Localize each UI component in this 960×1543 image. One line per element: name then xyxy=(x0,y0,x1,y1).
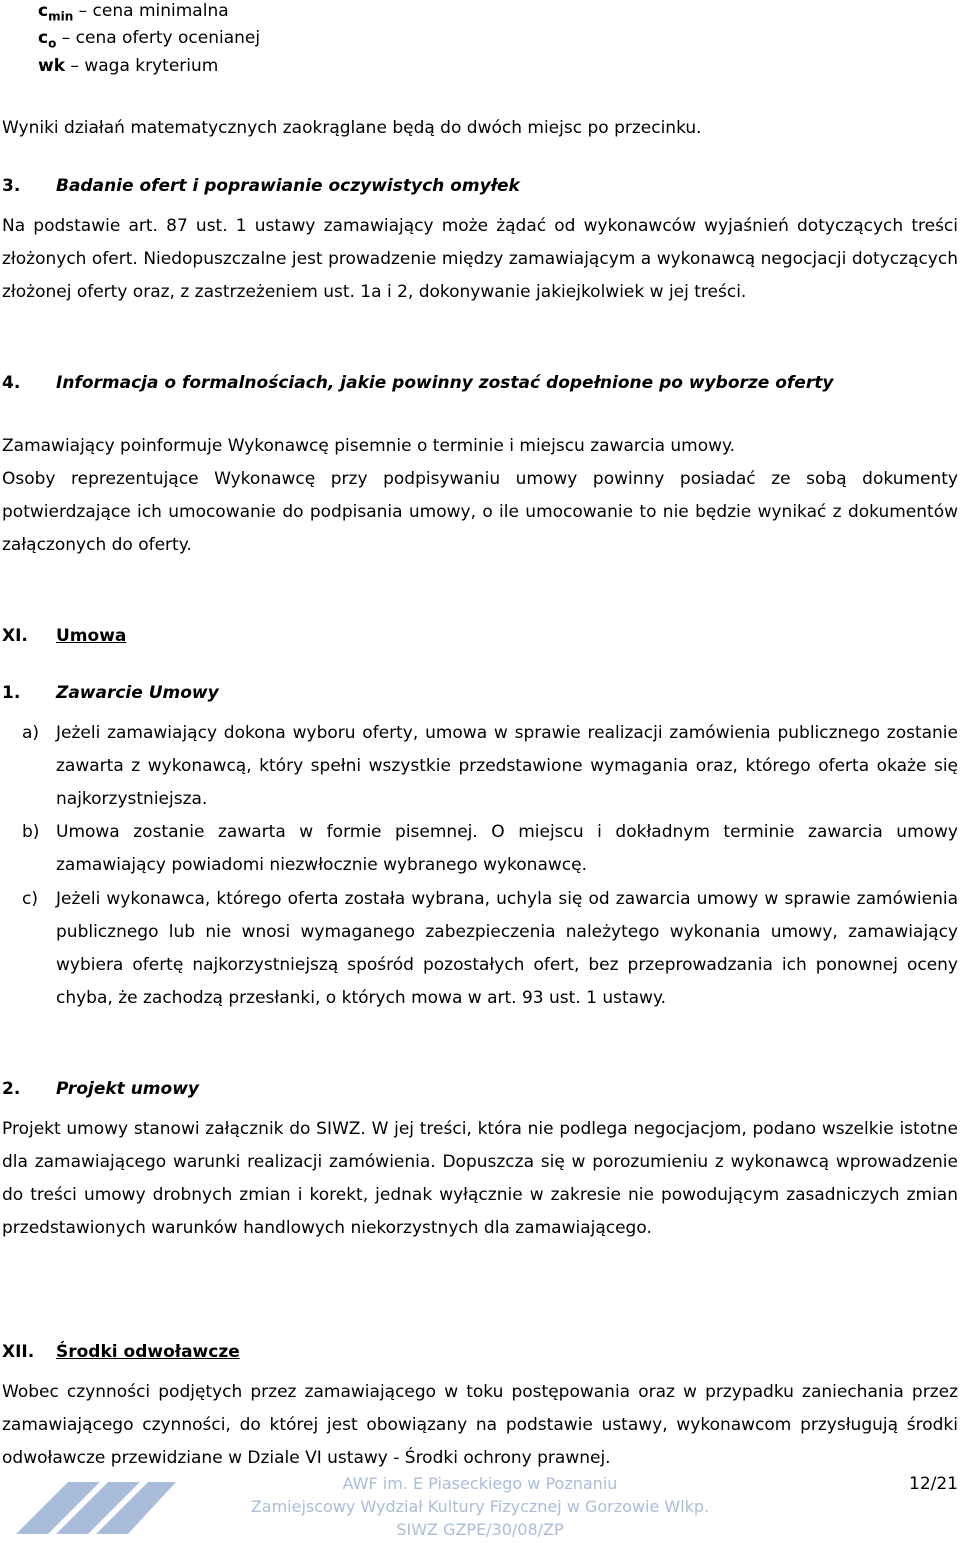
page-footer xyxy=(0,1472,960,1543)
list-marker: c) xyxy=(22,889,38,909)
section-heading-3 xyxy=(2,170,958,203)
chapter-title: Środki odwoławcze xyxy=(56,1342,240,1362)
legend-symbol: c xyxy=(38,1,49,21)
paragraph-representatives: Osoby reprezentujące Wykonawcę przy podpisywaniu umowy powinny posiadać ze sobą dokumenty potwierdzające ich umocowanie do podpisania umowy, o ile umocowanie to nie będzie wynikać z dokumentów załączonych do oferty. xyxy=(2,469,958,555)
section-number: 3. xyxy=(2,176,21,196)
chapter-title: Umowa xyxy=(56,626,127,646)
legend-description: – waga kryterium xyxy=(70,55,219,76)
chapter-number: XI. xyxy=(2,626,28,646)
subsection-title: Zawarcie Umowy xyxy=(56,683,219,703)
list-marker: a) xyxy=(22,723,40,743)
legend-item xyxy=(38,55,260,77)
subsection-number: 2. xyxy=(2,1079,21,1099)
section-title: Informacja o formalnościach, jakie powinny zostać dopełnione po wyborze oferty xyxy=(56,373,834,393)
list-item xyxy=(2,816,958,882)
legend-symbol: wk xyxy=(38,55,66,76)
awf-logo-icon xyxy=(16,1474,176,1540)
formula-legend xyxy=(38,0,260,77)
legend-description: – cena minimalna xyxy=(78,1,229,21)
footer-line: AWF im. E Piaseckiego w Poznaniu xyxy=(342,1474,618,1493)
paragraph-remedies: Wobec czynności podjętych przez zamawiającego w toku postępowania oraz w przypadku zaniechania przez zamawiającego czynności, do której jest obowiązany na podstawie ustawy, wykonawcom przysługują środki odwoławcze przewidziane w Dziale VI ustawy - Środki ochrony prawnej. xyxy=(2,1382,958,1468)
subsection-heading-2 xyxy=(2,1073,958,1106)
legend-description: – cena oferty ocenianej xyxy=(61,28,261,49)
legend-subscript: o xyxy=(48,36,57,51)
paragraph-rounding: Wyniki działań matematycznych zaokrąglane będą do dwóch miejsc po przecinku. xyxy=(2,118,702,138)
paragraph-offer-review: Na podstawie art. 87 ust. 1 ustawy zamawiający może żądać od wykonawców wyjaśnień dotyczących treści złożonych ofert. Niedopuszczalne jest prowadzenie między zamawiającym a wykonawcą negocjacji dotyczących złożonej oferty oraz, z zastrzeżeniem ust. 1a i 2, dokonywanie jakiejkolwiek w jej treści. xyxy=(2,216,958,302)
list-marker: b) xyxy=(22,822,40,842)
subsection-heading-1 xyxy=(2,677,958,710)
subsection-title: Projekt umowy xyxy=(56,1079,199,1099)
list-item xyxy=(2,883,958,1015)
section-number: 4. xyxy=(2,373,21,393)
footer-institution xyxy=(240,1472,720,1541)
legend-item xyxy=(38,0,260,27)
footer-line: SIWZ GZPE/30/08/ZP xyxy=(396,1520,564,1539)
legend-subscript: min xyxy=(48,9,74,24)
chapter-heading-xii xyxy=(2,1336,958,1369)
chapter-heading-xi xyxy=(2,620,958,653)
chapter-number: XII. xyxy=(2,1342,35,1362)
footer-line: Zamiejscowy Wydział Kultury Fizycznej w Gorzowie Wlkp. xyxy=(250,1497,710,1516)
legend-symbol: c xyxy=(38,28,49,49)
section-heading-4 xyxy=(2,367,958,400)
list-text: Jeżeli wykonawca, którego oferta została wybrana, uchyla się od zawarcia umowy w sprawie zamówienia publicznego lub nie wnosi wymaganego zabezpieczenia należytego wykonania umowy, zamawiający wybiera ofertę najkorzystniejszą spośród pozostałych ofert, bez przeprowadzania ich ponownej oceny chyba, że zachodzą przesłanki, o których mowa w art. 93 ust. 1 ustawy. xyxy=(56,889,958,1008)
paragraph-notification: Zamawiający poinformuje Wykonawcę pisemnie o terminie i miejscu zawarcia umowy. xyxy=(2,436,736,456)
list-text: Jeżeli zamawiający dokona wyboru oferty, umowa w sprawie realizacji zamówienia publicznego zostanie zawarta z wykonawcą, który spełni wszystkie przedstawione wymagania oraz, którego oferta okaże się najkorzystniejsza. xyxy=(56,723,958,809)
paragraph-contract-draft: Projekt umowy stanowi załącznik do SIWZ. W jej treści, która nie podlega negocjacjom, podano wszelkie istotne dla zamawiającego warunki realizacji zamówienia. Dopuszcza się w porozumieniu z wykonawcą wprowadzenie do treści umowy drobnych zmian i korekt, jednak wyłącznie w zakresie nie powodującym zasadniczych zmian przedstawionych warunków handlowych niekorzystnych dla zamawiającego. xyxy=(2,1119,958,1238)
list-text: Umowa zostanie zawarta w formie pisemnej. O miejscu i dokładnym terminie zawarcia umowy zamawiający powiadomi niezwłocznie wybranego wykonawcę. xyxy=(56,822,958,875)
legend-item xyxy=(38,27,260,54)
page-number: 12/21 xyxy=(909,1474,958,1494)
subsection-number: 1. xyxy=(2,683,21,703)
section-title: Badanie ofert i poprawianie oczywistych omyłek xyxy=(56,176,520,196)
list-item xyxy=(2,717,958,816)
